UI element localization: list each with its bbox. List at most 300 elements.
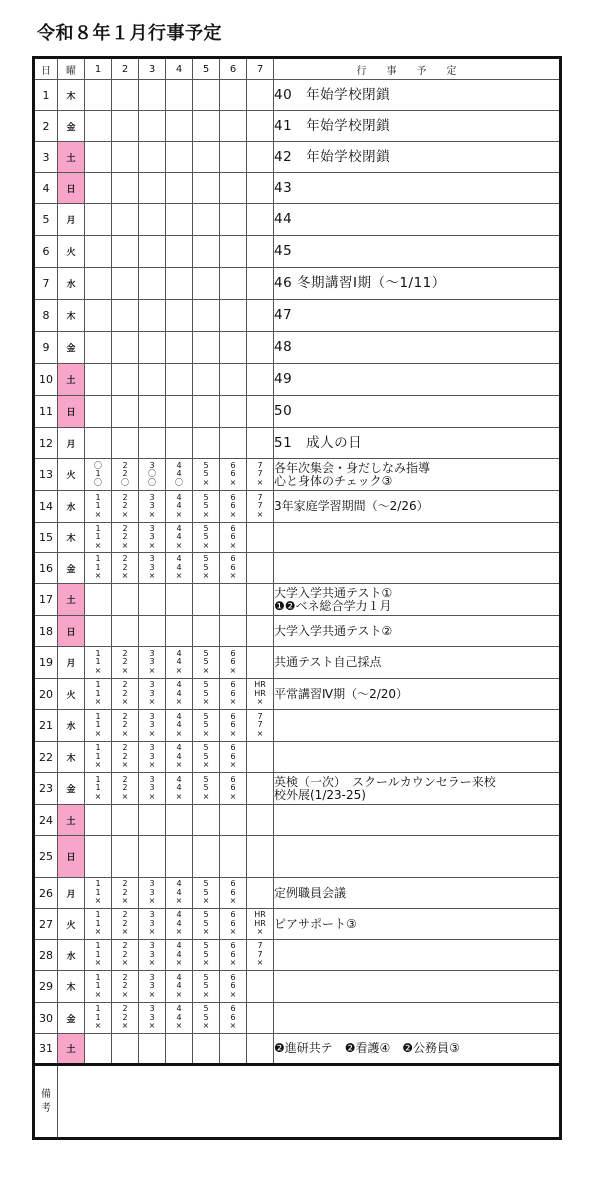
day-cell: 23 xyxy=(34,773,58,805)
period-cell xyxy=(85,553,112,584)
period-cell xyxy=(85,971,112,1003)
period-mark: 3 xyxy=(149,501,155,511)
period-cell xyxy=(220,647,247,679)
period-mark: 5 xyxy=(203,774,209,784)
period-cell xyxy=(247,710,274,742)
event-text: 43 xyxy=(274,179,293,196)
event-text: 大学入学共通テスト① xyxy=(274,585,393,600)
event-text: 40 年始学校閉鎖 xyxy=(274,86,391,103)
period-mark: 2 xyxy=(122,711,128,721)
period-cell xyxy=(247,553,274,584)
day-cell: 21 xyxy=(34,710,58,742)
day-cell: 18 xyxy=(34,616,58,647)
day-cell: 3 xyxy=(34,142,58,173)
period-cell xyxy=(139,909,166,940)
period-mark: × xyxy=(175,989,183,999)
event-text: 51 成人の日 xyxy=(274,434,363,451)
period-mark: × xyxy=(94,927,102,937)
period-mark: 1 xyxy=(95,887,101,897)
event-cell xyxy=(274,332,561,364)
event-cell xyxy=(274,647,561,679)
period-mark: 3 xyxy=(149,751,155,761)
period-mark: 2 xyxy=(122,688,128,698)
day-cell: 26 xyxy=(34,878,58,909)
period-marks xyxy=(85,713,111,739)
remarks-body xyxy=(58,1065,561,1139)
period-mark: × xyxy=(202,509,210,519)
period-marks xyxy=(139,650,165,676)
period-mark: × xyxy=(148,1021,156,1031)
period-cell xyxy=(220,332,247,364)
period-cell xyxy=(220,1003,247,1034)
event-cell xyxy=(274,616,561,647)
period-mark: × xyxy=(202,540,210,550)
period-cell xyxy=(139,971,166,1003)
day-cell: 2 xyxy=(34,111,58,142)
period-mark: × xyxy=(121,760,129,770)
period-mark: 4 xyxy=(176,460,182,470)
period-mark: 1 xyxy=(95,711,101,721)
table-row xyxy=(34,971,561,1003)
period-cell xyxy=(193,173,220,204)
page-title: 令和８年１月行事予定 xyxy=(37,23,222,44)
period-cell xyxy=(193,616,220,647)
table-row xyxy=(34,836,561,878)
period-mark: 4 xyxy=(176,532,182,542)
period-mark: 5 xyxy=(203,720,209,730)
period-mark: × xyxy=(202,958,210,968)
period-mark: 7 xyxy=(257,501,263,511)
period-mark: 3 xyxy=(149,1004,155,1014)
period-marks xyxy=(166,681,192,707)
period-cell xyxy=(220,111,247,142)
period-cell xyxy=(112,773,139,805)
day-cell: 20 xyxy=(34,679,58,710)
period-mark: 3 xyxy=(149,918,155,928)
period-marks xyxy=(193,681,219,707)
period-cell xyxy=(85,909,112,940)
table-row xyxy=(34,236,561,268)
period-marks xyxy=(166,974,192,1000)
period-cell xyxy=(193,364,220,396)
period-mark: × xyxy=(121,697,129,707)
period-marks xyxy=(220,1005,246,1031)
table-row xyxy=(34,878,561,909)
period-marks xyxy=(166,462,192,488)
period-mark: 〇 xyxy=(175,477,183,487)
weekday-header: 曜 xyxy=(58,58,85,80)
period-mark: 5 xyxy=(203,918,209,928)
period-cell xyxy=(139,1034,166,1065)
period-mark: × xyxy=(229,1021,237,1031)
period-cell xyxy=(193,553,220,584)
period-cell xyxy=(220,300,247,332)
period-mark: 〇 xyxy=(148,469,156,479)
period-mark: × xyxy=(175,791,183,801)
period-mark: 2 xyxy=(122,981,128,991)
event-text: 大学入学共通テスト② xyxy=(274,623,393,638)
period-mark: × xyxy=(121,728,129,738)
period-marks xyxy=(139,942,165,968)
period-mark: × xyxy=(202,927,210,937)
period-marks xyxy=(112,911,138,937)
table-row xyxy=(34,553,561,584)
period-marks xyxy=(112,681,138,707)
period-mark: 1 xyxy=(95,918,101,928)
period-cell xyxy=(112,836,139,878)
period-cell xyxy=(166,173,193,204)
period-mark: × xyxy=(229,540,237,550)
period-cell xyxy=(85,332,112,364)
period-cell xyxy=(193,647,220,679)
period-mark: × xyxy=(229,571,237,581)
period-cell xyxy=(166,459,193,491)
event-cell xyxy=(274,428,561,459)
period-cell xyxy=(112,332,139,364)
event-text: 校外展(1/23-25) xyxy=(274,787,366,802)
period-mark: 5 xyxy=(203,783,209,793)
event-text: 45 xyxy=(274,243,293,259)
period-cell xyxy=(112,491,139,523)
period-mark: 4 xyxy=(176,1012,182,1022)
event-text: 42 年始学校閉鎖 xyxy=(274,148,391,165)
period-mark: × xyxy=(94,540,102,550)
period-marks xyxy=(193,713,219,739)
event-cell xyxy=(274,204,561,236)
period-mark: 3 xyxy=(149,941,155,951)
period-mark: × xyxy=(256,477,264,487)
period-cell xyxy=(247,80,274,111)
period-cell xyxy=(247,971,274,1003)
period-mark: × xyxy=(229,509,237,519)
weekday-cell-holiday: 土 xyxy=(58,1034,85,1065)
weekday-cell: 火 xyxy=(58,909,85,940)
period-cell xyxy=(247,173,274,204)
period-mark: 6 xyxy=(230,562,236,572)
period-mark: × xyxy=(94,571,102,581)
period-mark: 6 xyxy=(230,523,236,533)
table-row xyxy=(34,523,561,553)
period-mark: 2 xyxy=(122,523,128,533)
period-cell xyxy=(85,268,112,300)
day-cell: 19 xyxy=(34,647,58,679)
period-cell xyxy=(85,805,112,836)
period-mark: 6 xyxy=(230,532,236,542)
period-cell xyxy=(220,909,247,940)
event-cell xyxy=(274,80,561,111)
period-cell xyxy=(112,742,139,773)
table-row xyxy=(34,616,561,647)
event-cell xyxy=(274,459,561,491)
weekday-cell: 月 xyxy=(58,647,85,679)
period-marks xyxy=(166,650,192,676)
period-cell xyxy=(166,742,193,773)
period-cell xyxy=(166,396,193,428)
period-mark: 6 xyxy=(230,1012,236,1022)
period-cell xyxy=(112,364,139,396)
period-cell xyxy=(166,909,193,940)
period-cell xyxy=(166,836,193,878)
period-mark: 5 xyxy=(203,648,209,658)
period-cell xyxy=(85,710,112,742)
period-mark: 7 xyxy=(257,941,263,951)
period-cell xyxy=(247,428,274,459)
period-cell xyxy=(139,742,166,773)
period-marks xyxy=(247,494,273,520)
period-cell xyxy=(139,1003,166,1034)
period-mark: × xyxy=(94,728,102,738)
period-mark: 3 xyxy=(149,783,155,793)
period-cell xyxy=(193,909,220,940)
period-cell xyxy=(112,553,139,584)
period-marks xyxy=(220,776,246,802)
period-mark: 6 xyxy=(230,657,236,667)
day-cell: 1 xyxy=(34,80,58,111)
period-cell xyxy=(166,428,193,459)
period-mark: 2 xyxy=(122,910,128,920)
period-mark: × xyxy=(175,728,183,738)
period-mark: 4 xyxy=(176,562,182,572)
period-mark: 5 xyxy=(203,1004,209,1014)
day-cell: 7 xyxy=(34,268,58,300)
event-cell xyxy=(274,491,561,523)
period-mark: 4 xyxy=(176,648,182,658)
period-mark: 3 xyxy=(149,887,155,897)
period-mark: 1 xyxy=(95,783,101,793)
period-mark: 5 xyxy=(203,949,209,959)
period-cell xyxy=(247,584,274,616)
period-cell xyxy=(220,836,247,878)
period-mark: 2 xyxy=(122,532,128,542)
period-cell xyxy=(85,142,112,173)
event-cell xyxy=(274,805,561,836)
event-text: ❷進研共テ ❷看護④ ❷公務員③ xyxy=(274,1041,460,1055)
period-cell xyxy=(85,878,112,909)
period-mark: 2 xyxy=(122,680,128,690)
period-mark: 1 xyxy=(95,492,101,502)
period-mark: × xyxy=(121,571,129,581)
period-mark: 6 xyxy=(230,743,236,753)
period-marks xyxy=(112,555,138,581)
period-cell xyxy=(112,805,139,836)
weekday-cell: 水 xyxy=(58,710,85,742)
period-cell xyxy=(112,396,139,428)
event-text: 英検（一次） スクールカウンセラー来校 xyxy=(274,774,496,789)
period-marks xyxy=(139,713,165,739)
period-cell xyxy=(112,1003,139,1034)
period-mark: 3 xyxy=(149,981,155,991)
period-cell xyxy=(247,940,274,971)
period-mark: 6 xyxy=(230,774,236,784)
event-cell xyxy=(274,742,561,773)
period-mark: 2 xyxy=(122,492,128,502)
period-header-2: 2 xyxy=(112,58,139,80)
period-mark: 6 xyxy=(230,711,236,721)
day-cell: 16 xyxy=(34,553,58,584)
period-cell xyxy=(193,1034,220,1065)
period-mark: 2 xyxy=(122,972,128,982)
period-cell xyxy=(139,710,166,742)
period-cell xyxy=(193,679,220,710)
period-mark: 2 xyxy=(122,720,128,730)
period-cell xyxy=(193,80,220,111)
period-marks xyxy=(193,494,219,520)
period-mark: 〇 xyxy=(94,477,102,487)
period-mark: HR xyxy=(254,918,266,928)
period-cell xyxy=(193,204,220,236)
period-cell xyxy=(112,459,139,491)
period-marks xyxy=(193,462,219,488)
period-cell xyxy=(193,332,220,364)
period-mark: × xyxy=(256,958,264,968)
weekday-cell: 火 xyxy=(58,236,85,268)
period-cell xyxy=(220,742,247,773)
day-cell: 14 xyxy=(34,491,58,523)
period-marks xyxy=(112,494,138,520)
period-cell xyxy=(247,773,274,805)
period-mark: 1 xyxy=(95,879,101,889)
period-cell xyxy=(193,710,220,742)
period-cell xyxy=(247,459,274,491)
period-mark: 6 xyxy=(230,492,236,502)
period-header-1: 1 xyxy=(85,58,112,80)
period-cell xyxy=(193,1003,220,1034)
period-marks xyxy=(166,713,192,739)
period-header-5: 5 xyxy=(193,58,220,80)
period-cell xyxy=(85,459,112,491)
period-mark: 5 xyxy=(203,501,209,511)
period-cell xyxy=(247,491,274,523)
period-cell xyxy=(220,940,247,971)
period-mark: × xyxy=(175,1021,183,1031)
period-mark: 2 xyxy=(122,949,128,959)
period-cell xyxy=(139,396,166,428)
period-mark: 2 xyxy=(122,751,128,761)
period-mark: 5 xyxy=(203,688,209,698)
table-row xyxy=(34,268,561,300)
period-mark: 3 xyxy=(149,532,155,542)
period-mark: 1 xyxy=(95,532,101,542)
period-marks xyxy=(112,880,138,906)
period-cell xyxy=(85,523,112,553)
period-marks xyxy=(112,776,138,802)
period-marks xyxy=(85,776,111,802)
period-cell xyxy=(112,204,139,236)
event-text: ❶❷ベネ総合学力１月 xyxy=(274,598,392,613)
period-cell xyxy=(139,836,166,878)
period-mark: × xyxy=(256,728,264,738)
day-cell: 22 xyxy=(34,742,58,773)
period-mark: × xyxy=(148,927,156,937)
weekday-cell: 月 xyxy=(58,204,85,236)
weekday-cell: 金 xyxy=(58,553,85,584)
period-mark: 6 xyxy=(230,1004,236,1014)
period-mark: 1 xyxy=(95,774,101,784)
period-mark: 6 xyxy=(230,648,236,658)
period-cell xyxy=(139,878,166,909)
period-cell xyxy=(247,1034,274,1065)
period-cell xyxy=(247,909,274,940)
period-cell xyxy=(112,80,139,111)
weekday-cell: 木 xyxy=(58,523,85,553)
period-header-7: 7 xyxy=(247,58,274,80)
period-mark: 6 xyxy=(230,720,236,730)
weekday-cell-holiday: 日 xyxy=(58,173,85,204)
period-mark: 5 xyxy=(203,657,209,667)
period-cell xyxy=(247,142,274,173)
event-text: 47 xyxy=(274,307,293,323)
period-cell xyxy=(193,971,220,1003)
period-mark: × xyxy=(229,791,237,801)
period-cell xyxy=(220,679,247,710)
period-marks xyxy=(139,555,165,581)
period-mark: 4 xyxy=(176,751,182,761)
period-cell xyxy=(112,268,139,300)
table-row xyxy=(34,909,561,940)
period-cell xyxy=(193,236,220,268)
table-row xyxy=(34,300,561,332)
event-text: 共通テスト自己採点 xyxy=(274,655,382,669)
period-mark: 2 xyxy=(122,1004,128,1014)
period-mark: × xyxy=(175,571,183,581)
period-cell xyxy=(85,940,112,971)
day-cell: 28 xyxy=(34,940,58,971)
period-cell xyxy=(166,616,193,647)
event-cell xyxy=(274,268,561,300)
period-marks xyxy=(112,650,138,676)
period-mark: × xyxy=(175,896,183,906)
period-mark: 4 xyxy=(176,972,182,982)
period-cell xyxy=(139,204,166,236)
period-marks xyxy=(193,911,219,937)
period-cell xyxy=(193,836,220,878)
weekday-cell-holiday: 土 xyxy=(58,805,85,836)
period-marks xyxy=(247,462,273,488)
table-row xyxy=(34,1034,561,1065)
period-cell xyxy=(139,491,166,523)
period-mark: 4 xyxy=(176,711,182,721)
period-mark: × xyxy=(202,989,210,999)
period-mark: × xyxy=(229,665,237,675)
period-marks xyxy=(166,494,192,520)
remarks-row xyxy=(34,1065,561,1139)
period-mark: 6 xyxy=(230,554,236,564)
period-cell xyxy=(139,616,166,647)
period-cell xyxy=(139,80,166,111)
period-mark: × xyxy=(202,760,210,770)
period-cell xyxy=(193,142,220,173)
weekday-cell-holiday: 土 xyxy=(58,142,85,173)
period-mark: × xyxy=(94,760,102,770)
period-marks xyxy=(193,776,219,802)
period-mark: 6 xyxy=(230,879,236,889)
period-cell xyxy=(166,300,193,332)
period-mark: × xyxy=(148,791,156,801)
period-mark: 3 xyxy=(149,460,155,470)
period-mark: 5 xyxy=(203,523,209,533)
period-mark: HR xyxy=(254,680,266,690)
period-cell xyxy=(112,142,139,173)
period-mark: 1 xyxy=(95,949,101,959)
period-cell xyxy=(247,1003,274,1034)
table-row xyxy=(34,459,561,491)
table-row xyxy=(34,173,561,204)
period-mark: 4 xyxy=(176,501,182,511)
period-cell xyxy=(139,268,166,300)
period-mark: × xyxy=(175,958,183,968)
period-cell xyxy=(85,773,112,805)
period-mark: 2 xyxy=(122,657,128,667)
